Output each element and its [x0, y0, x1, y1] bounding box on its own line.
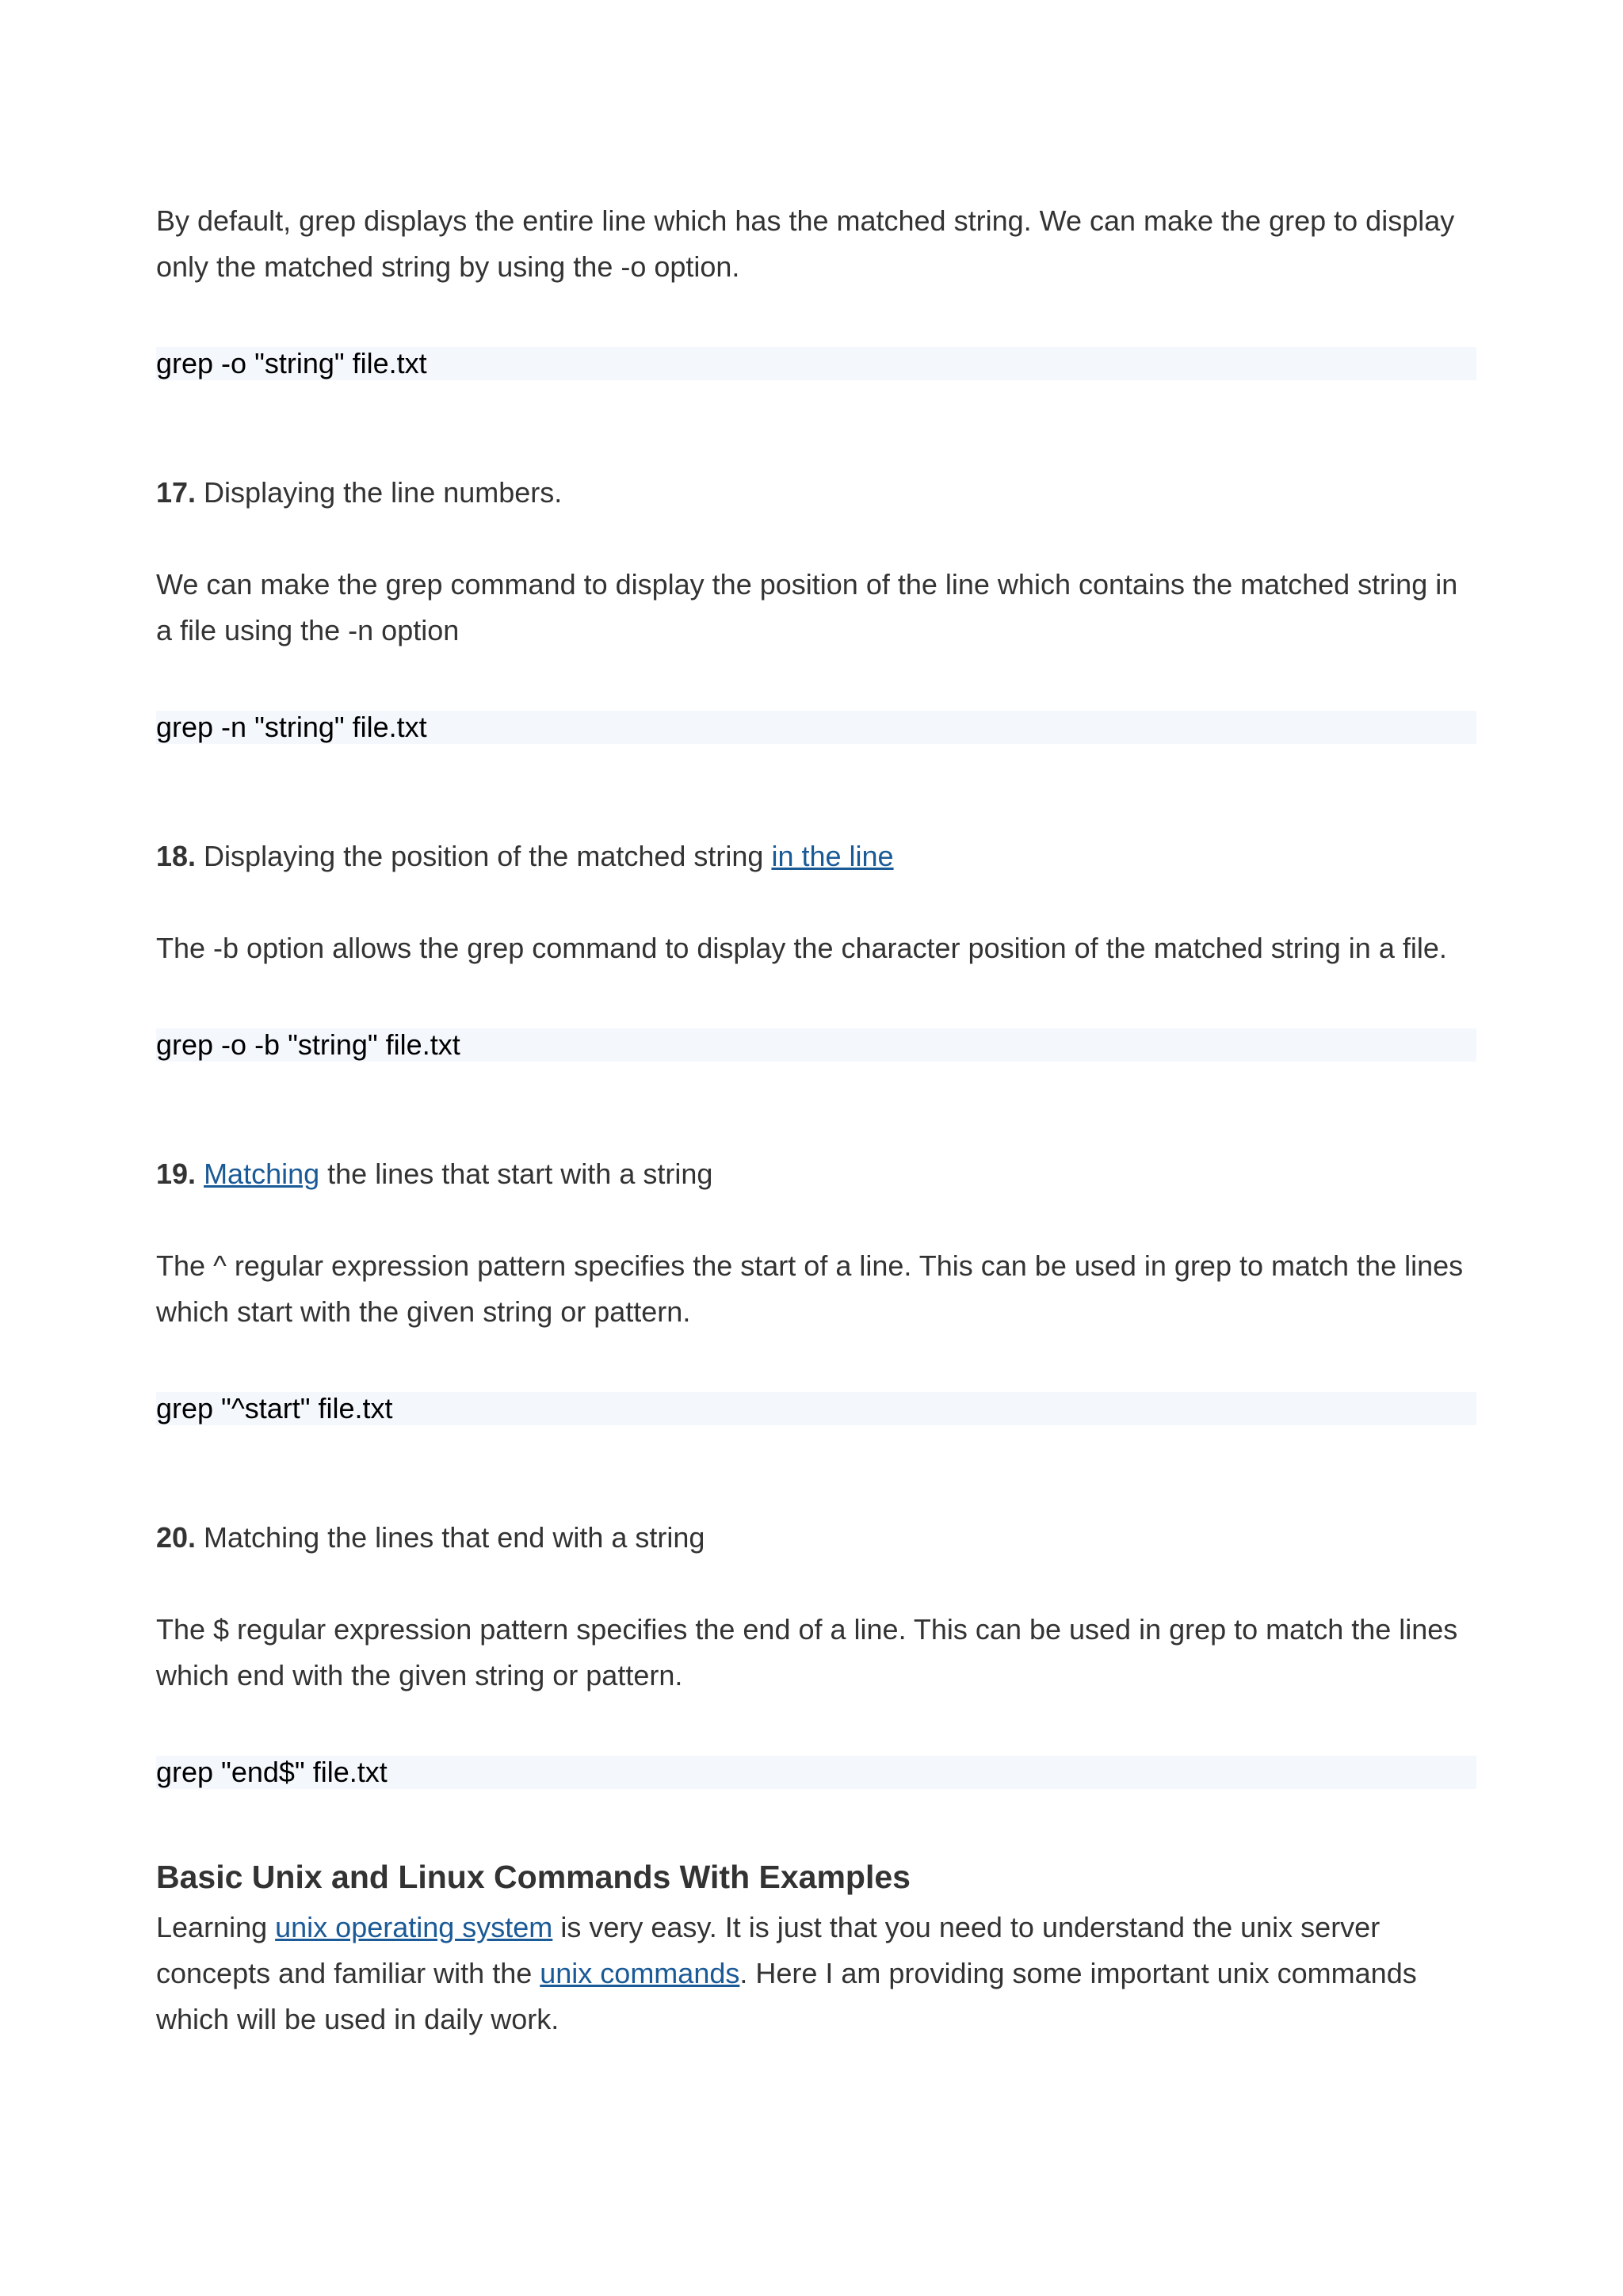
- item-18-title: [156, 833, 1476, 879]
- item-19-title: [156, 1151, 1476, 1197]
- unix-commands-link[interactable]: unix commands: [540, 1957, 740, 1989]
- item-17-title: [156, 470, 1476, 516]
- item-20-description: The $ regular expression pattern specifies the end of a line. This can be used in grep to match the lines which end with the given string or pattern.: [156, 1613, 1458, 1691]
- article-body: [156, 198, 1476, 2042]
- item-17-description: We can make the grep command to display the position of the line which contains the matched string in a file using the -n option: [156, 568, 1458, 646]
- section-paragraph: [156, 1905, 1424, 2042]
- section-text: Learning: [156, 1911, 276, 1943]
- item-title-text: Matching the lines that end with a string: [196, 1521, 705, 1554]
- code-block-18: grep -o -b "string" file.txt: [156, 1028, 1476, 1062]
- item-title-text: the lines that start with a string: [319, 1158, 713, 1190]
- item-title-text: Displaying the line numbers.: [196, 476, 563, 509]
- unix-operating-system-link[interactable]: unix operating system: [275, 1911, 553, 1943]
- item-number: 18.: [156, 840, 197, 872]
- section-text: . Here I am providing some important unix commands which will be used in daily work.: [156, 1957, 1417, 2035]
- intro-paragraph: By default, grep displays the entire line which has the matched string. We can make the grep to display only the matched string by using the -o option.: [156, 204, 1455, 283]
- item-19-description: The ^ regular expression pattern specifies the start of a line. This can be used in grep to match the lines which start with the given string or pattern.: [156, 1249, 1464, 1328]
- matching-link[interactable]: Matching: [204, 1158, 320, 1190]
- section-heading: Basic Unix and Linux Commands With Examples: [156, 1859, 911, 1895]
- item-title-text: Displaying the position of the matched string: [196, 840, 772, 872]
- item-20-title: [156, 1515, 1476, 1561]
- code-block-17: grep -n "string" file.txt: [156, 711, 1476, 744]
- item-number: 20.: [156, 1521, 197, 1554]
- section-text: is very easy. It is just that you need to understand the unix server concepts and familiar with the: [156, 1911, 1381, 1989]
- item-18-description: The -b option allows the grep command to display the character position of the matched string in a file.: [156, 932, 1447, 964]
- in-the-line-link[interactable]: in the line: [771, 840, 894, 872]
- item-title-space: [196, 1158, 204, 1190]
- code-block-19: grep "^start" file.txt: [156, 1392, 1476, 1425]
- item-number: 19.: [156, 1158, 197, 1190]
- code-block-20: grep "end$" file.txt: [156, 1756, 1476, 1789]
- code-block-intro: grep -o "string" file.txt: [156, 347, 1476, 380]
- item-number: 17.: [156, 476, 197, 509]
